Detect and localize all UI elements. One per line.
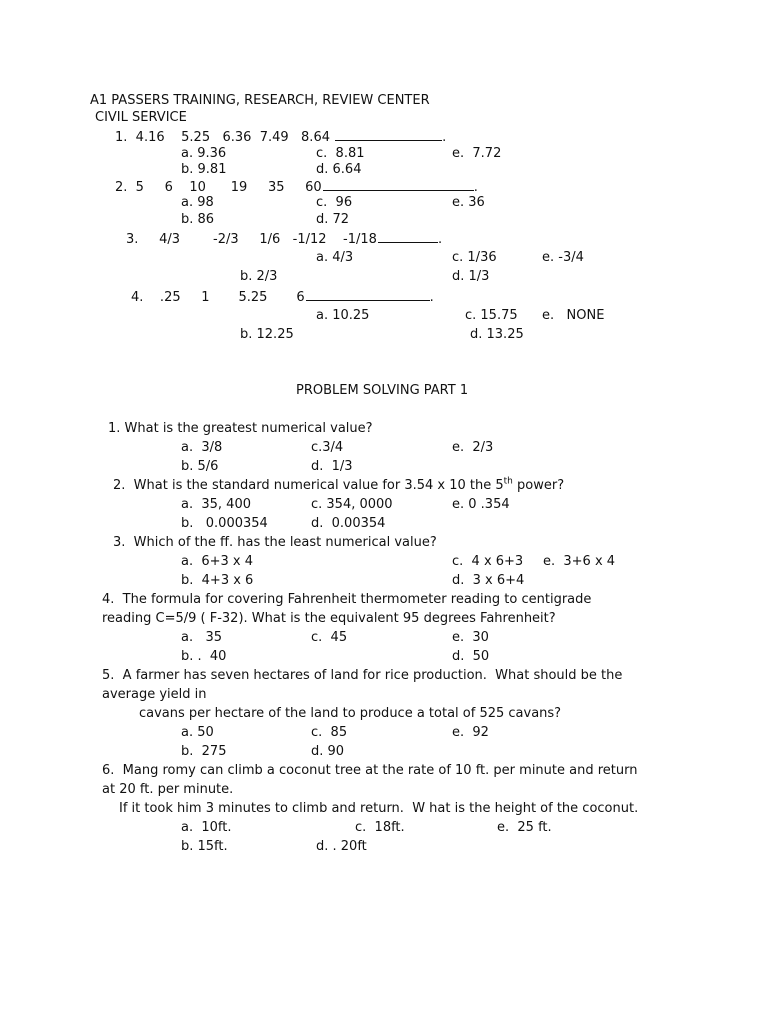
- center-title: A1 PASSERS TRAINING, RESEARCH, REVIEW CENTER: [90, 93, 430, 108]
- problem-question-5-line-1: 5. A farmer has seven hectares of land for rice production. What should be the: [102, 668, 623, 683]
- series-question-2: [115, 178, 478, 197]
- option-c: c. 18ft.: [355, 820, 405, 835]
- option-b: b. 12.25: [240, 327, 294, 342]
- option-d: d. 13.25: [470, 327, 524, 342]
- question-text: 4. .25 1 5.25 6: [131, 290, 305, 305]
- series-question-1: [115, 128, 446, 147]
- option-b: b. 15ft.: [181, 839, 228, 854]
- option-b: b. 2/3: [240, 269, 278, 284]
- problem-question-4-line-2: reading C=5/9 ( F-32). What is the equivalent 95 degrees Fahrenheit?: [102, 611, 556, 626]
- option-d: d. 50: [452, 649, 490, 664]
- option-b: b. 9.81: [181, 162, 227, 177]
- problem-question-6-line-2: at 20 ft. per minute.: [102, 782, 234, 797]
- option-c: c. 85: [311, 725, 348, 740]
- option-d: d. 90: [311, 744, 345, 759]
- problem-question-1: 1. What is the greatest numerical value?: [108, 421, 373, 436]
- option-b: b. 5/6: [181, 459, 219, 474]
- answer-blank: [323, 178, 474, 191]
- superscript: th: [503, 476, 513, 487]
- option-a: a. 50: [181, 725, 214, 740]
- question-end: .: [442, 130, 447, 145]
- option-c: c. 4 x 6+3: [452, 554, 524, 569]
- series-question-3: [126, 230, 442, 249]
- option-e: e. 0 .354: [452, 497, 510, 512]
- question-text: 2. What is the standard numerical value for 3.54 x 10 the 5: [113, 478, 504, 493]
- option-a: a. 10ft.: [181, 820, 232, 835]
- option-c: c. 15.75: [465, 308, 518, 323]
- problem-question-6-line-1: 6. Mang romy can climb a coconut tree at the rate of 10 ft. per minute and return: [102, 763, 638, 778]
- question-text: 1. 4.16 5.25 6.36 7.49 8.64: [115, 130, 330, 145]
- option-b: b. 4+3 x 6: [181, 573, 254, 588]
- option-c: c.3/4: [311, 440, 344, 455]
- question-text: 3. 4/3 -2/3 1/6 -1/12 -1/18: [126, 232, 377, 247]
- question-text: 2. 5 6 10 19 35 60: [115, 180, 322, 195]
- option-e: e. NONE: [542, 308, 605, 323]
- question-end: .: [437, 232, 443, 247]
- option-b: b. 0.000354: [181, 516, 268, 531]
- problem-question-2: [113, 477, 564, 495]
- answer-blank: [378, 230, 438, 243]
- option-d: d. 0.00354: [311, 516, 386, 531]
- answer-blank: [335, 128, 442, 141]
- option-a: a. 35, 400: [181, 497, 251, 512]
- option-e: e. 92: [452, 725, 489, 740]
- option-b: b. 86: [181, 212, 215, 227]
- option-d: d. 3 x 6+4: [452, 573, 525, 588]
- option-b: b. 275: [181, 744, 227, 759]
- problem-question-6-line-3: If it took him 3 minutes to climb and return. W hat is the height of the coconut.: [119, 801, 639, 816]
- option-a: a. 6+3 x 4: [181, 554, 254, 569]
- option-e: e. 2/3: [452, 440, 494, 455]
- option-a: a. 9.36: [181, 146, 227, 161]
- answer-blank: [306, 288, 430, 301]
- option-b: b. . 40: [181, 649, 227, 664]
- option-d: d. 72: [316, 212, 350, 227]
- question-text-end: power?: [512, 478, 565, 493]
- exam-subtitle: CIVIL SERVICE: [95, 110, 187, 125]
- option-a: a. 3/8: [181, 440, 223, 455]
- option-e: e. 25 ft.: [497, 820, 552, 835]
- option-a: a. 4/3: [316, 250, 354, 265]
- option-a: a. 10.25: [316, 308, 370, 323]
- option-d: d. 1/3: [311, 459, 353, 474]
- section-title: PROBLEM SOLVING PART 1: [296, 383, 469, 398]
- question-end: .: [473, 180, 478, 195]
- series-question-4: [131, 288, 434, 307]
- option-e: e. 7.72: [452, 146, 502, 161]
- question-end: .: [429, 290, 434, 305]
- option-c: c. 354, 0000: [311, 497, 393, 512]
- option-e: e. 30: [452, 630, 489, 645]
- option-a: a. 98: [181, 195, 214, 210]
- problem-question-4-line-1: 4. The formula for covering Fahrenheit thermometer reading to centigrade: [102, 592, 592, 607]
- problem-question-5-line-3: cavans per hectare of the land to produce a total of 525 cavans?: [139, 706, 562, 721]
- option-c: c. 1/36: [452, 250, 497, 265]
- option-e: e. -3/4: [542, 250, 584, 265]
- option-e: e. 36: [452, 195, 485, 210]
- option-c: c. 8.81: [316, 146, 365, 161]
- problem-question-5-line-2: average yield in: [102, 687, 207, 702]
- option-d: d. . 20ft: [316, 839, 367, 854]
- option-d: d. 1/3: [452, 269, 490, 284]
- problem-question-3: 3. Which of the ff. has the least numerical value?: [113, 535, 437, 550]
- option-a: a. 35: [181, 630, 223, 645]
- option-e: e. 3+6 x 4: [543, 554, 616, 569]
- option-c: c. 96: [316, 195, 353, 210]
- option-c: c. 45: [311, 630, 348, 645]
- option-d: d. 6.64: [316, 162, 362, 177]
